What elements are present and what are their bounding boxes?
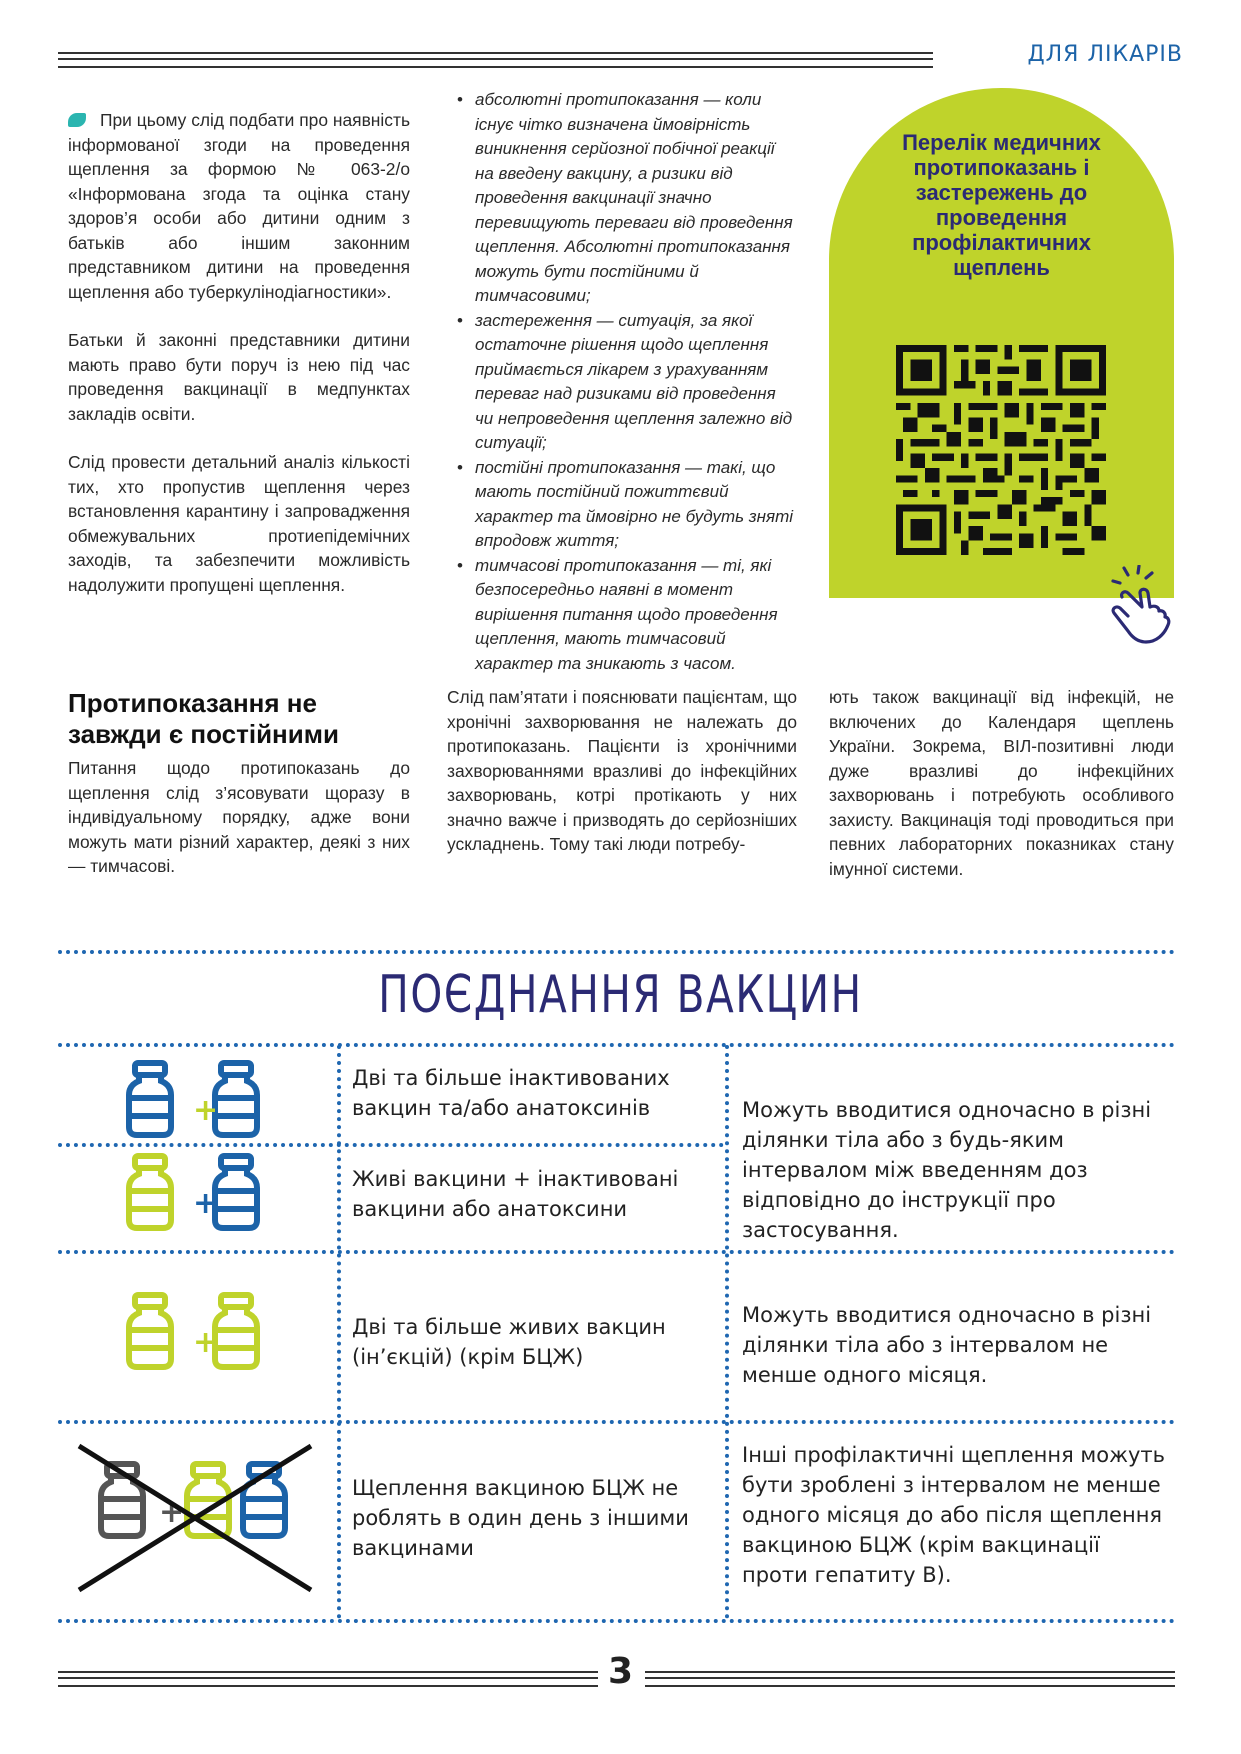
bcg-not-combined-icon (75, 1440, 315, 1595)
paragraph-chronic: Слід пам’ятати і пояснювати пацієнтам, що хронічні захворювання не належать до протипоказань. Пацієнти із хронічними захворюваннями вразливі до інфекційних захворювань, котрі протікають у них значно важче і призводять до серйозніших ускладнень. Тому такі люди потребу- (447, 687, 797, 854)
table-row-divider (58, 1250, 1175, 1254)
list-item: • постійні протипоказання — такі, що мають постійний пожиттєвий характер та ймовірно не будуть зняті впродовж життя; (457, 456, 797, 554)
combination-rule-2: Можуть вводитися одночасно в різні ділянки тіла або з інтервалом не менше одного місяця. (742, 1303, 1152, 1387)
column-2-list (457, 88, 797, 676)
header-rule (58, 52, 933, 68)
divider-dotted (58, 950, 1175, 954)
vial-pair-green-green-icon (125, 1292, 275, 1372)
column-1 (68, 108, 410, 621)
list-item: • тимчасові протипоказання — ті, які безпосередньо наявні в момент вирішення питання щодо проведення щеплення, мають тимчасовий характер та зникають з часом. (457, 554, 797, 677)
paragraph-parents: Батьки й законні представники дитини мають право бути поруч із нею під час проведення вакцинації в медпунктах закладів освіти. (68, 330, 410, 424)
paragraph-hiv: ють також вакцинації від інфекцій, не включених до Календаря щеплень України. Зокрема, ВІЛ-позитивні люди дуже вразливі до інфекційних захворювань і потребують особливого захисту. Вакцинація тоді проводиться при певних лабораторних показниках стану імунної системи. (829, 687, 1174, 879)
page-number: 3 (607, 1651, 634, 1692)
vial-pair-blue-blue-icon (125, 1060, 275, 1140)
combination-rule-1: Можуть вводитися одночасно в різні ділянки тіла або з будь-яким інтервалом між введенням доз відповідно до інструкції про застосування. (742, 1098, 1152, 1242)
combination-rule-3: Інші профілактичні щеплення можуть бути зроблені з інтервалом не менше одного місяця до або після щеплення вакциною БЦЖ (крім вакцинації проти гепатиту В). (742, 1443, 1166, 1587)
heading-contraindications: Протипоказання не завжди є постійними (68, 688, 339, 749)
svg-text:+: + (193, 1186, 219, 1221)
column-1-bottom (68, 756, 410, 903)
list-item: • застереження — ситуація, за якої остаточне рішення щодо щеплення приймається лікарем з урахуванням переваг над ризиками від проведення чи непроведення щеплення залежно від ситуації; (457, 309, 797, 456)
list-item: • абсолютні протипоказання — коли існує чітко визначена ймовірність виникнення серйозної побічної реакції на введену вакцину, а ризики від проведення вакцинації значно перевищують переваги від проведення щеплення. Абсолютні протипоказання можуть бути постійними й тимчасовими; (457, 88, 797, 309)
column-2-bottom (447, 685, 797, 881)
table-bottom-border (58, 1619, 1175, 1623)
paragraph-individual: Питання щодо протипоказань до щеплення слід з’ясовувати щоразу в індивідуальному порядку, адже вони можуть мати різний характер, деякі з них — тимчасові. (68, 758, 410, 876)
qr-card[interactable] (829, 88, 1174, 598)
tap-hand-icon (1098, 565, 1173, 645)
combination-type-3: Дві та більше живих вакцин (ін’єкцій) (крім БЦЖ) (352, 1315, 666, 1369)
card-title: Перелік медичних протипоказань і застережень до проведення профілактичних щеплень (902, 130, 1101, 280)
bullet-marker-icon (68, 113, 86, 127)
contraindication-list (457, 88, 797, 676)
table-column-divider (725, 1045, 729, 1619)
combination-type-1: Дві та більше інактивованих вакцин та/або анатоксинів (352, 1066, 670, 1120)
svg-text:+: + (159, 1495, 185, 1530)
table-top-border (58, 1043, 1175, 1047)
svg-text:+: + (193, 1093, 219, 1128)
table-row-divider (58, 1420, 1175, 1424)
section-label: ДЛЯ ЛІКАРІВ (1027, 42, 1183, 67)
paragraph-consent: При цьому слід подбати про наявність інформованої згоди на проведення щеплення за формою № 063-2/о «Інформована згода та оцінка стану здоров’я особи або дитини одним з батьків або іншим законним представником дитини на проведення щеплення або туберкулінодіагностики». (68, 110, 410, 302)
paragraph-analysis: Слід провести детальний аналіз кількості тих, хто пропустив щеплення через встановлення карантину і запровадження обмежувальних протиепідемічних заходів, та забезпечити можливість надолужити пропущені щеплення. (68, 452, 410, 595)
column-3-bottom (829, 685, 1174, 905)
qr-code-icon[interactable] (896, 345, 1106, 555)
table-column-divider (337, 1045, 341, 1619)
vial-pair-green-blue-icon (125, 1153, 275, 1233)
combination-type-4: Щеплення вакциною БЦЖ не роблять в один день з іншими вакцинами (352, 1476, 689, 1560)
combination-type-2: Живі вакцини + інактивовані вакцини або анатоксини (352, 1167, 679, 1221)
table-row-divider (58, 1143, 724, 1147)
section-title-combinations: ПОЄДНАННЯ ВАКЦИН (378, 965, 863, 1025)
svg-text:+: + (193, 1325, 219, 1360)
